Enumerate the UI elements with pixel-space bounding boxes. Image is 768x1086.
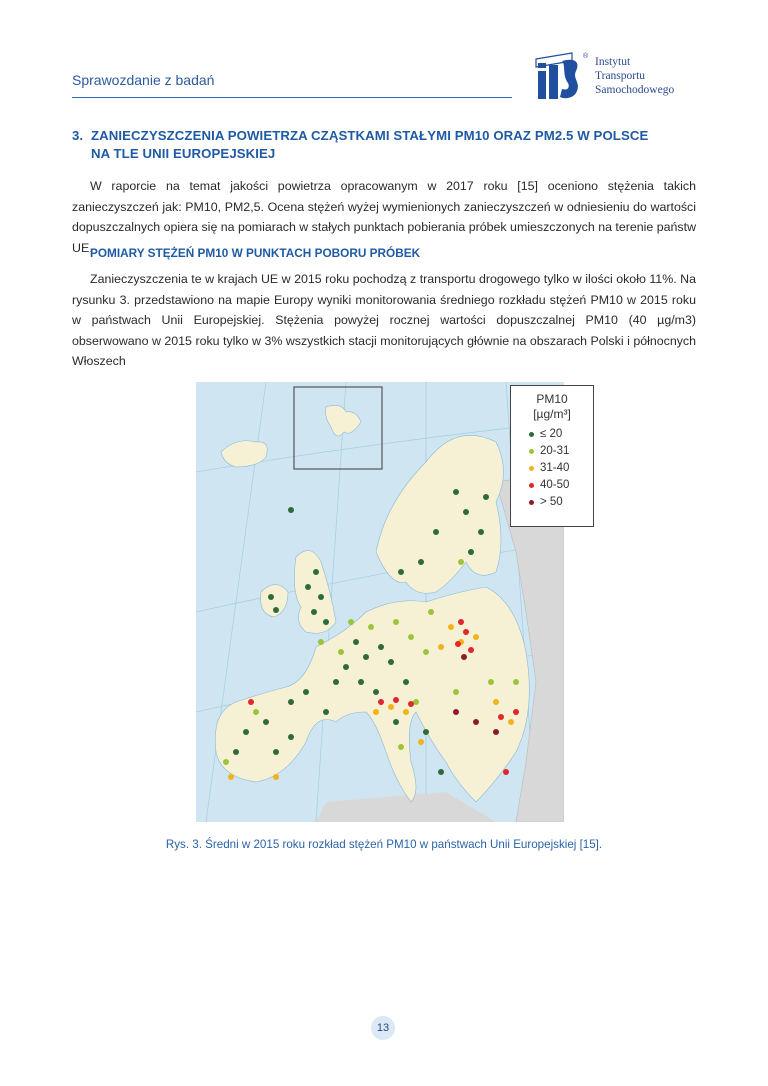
logo-line: Transportu: [595, 70, 646, 82]
europe-pm10-map: [196, 382, 564, 822]
section-title-line2: NA TLE UNII EUROPEJSKIEJ: [91, 146, 276, 161]
map-legend: [510, 385, 594, 527]
logo-text: [595, 55, 674, 97]
section-title-line1: ZANIECZYSZCZENIA POWIETRZA CZĄSTKAMI STAŁYMI PM10 ORAZ PM2.5 W POLSCE: [91, 128, 649, 143]
legend-label: 31-40: [540, 462, 570, 474]
dot-icon: [529, 500, 534, 505]
legend-item: [529, 443, 593, 460]
paragraph-pm10-text: Zanieczyszczenia te w krajach UE w 2015 roku pochodzą z transportu drogowego tylko w ilości około 11%. Na rysunku 3. przedstawiono na mapie Europy wyniki monitorowania średniego rozkładu stężeń PM10 w 2015 roku w państwach Unii Europejskiej. Stężenia powyżej rocznej wartości dopuszczalnej PM10 (40 µg/m3) obserwowano w 2015 roku tylko w 3% wszystkich stacji monitorujących głównie na obszarach Polski i północnych Włoszech: [72, 272, 696, 368]
its-logo-icon: [532, 49, 592, 101]
paragraph-intro-text: W raporcie na temat jakości powietrza opracowanym w 2017 roku [15] oceniono stężenia takich zanieczyszczeń jak: PM10, PM2,5. Ocena stężeń wyżej wymienionych zanieczyszczeń w odniesieniu do wartości dopuszczalnych opiera się na pomiarach w stałych punktach pobierania próbek umieszczonych na terenie państw UE.: [72, 179, 697, 255]
legend-label: 40-50: [540, 479, 570, 491]
header-title: Sprawozdanie z badań: [72, 72, 215, 88]
page-number: 13: [371, 1016, 395, 1040]
figure-caption: Rys. 3. Średni w 2015 roku rozkład stężeń PM10 w państwach Unii Europejskiej [15].: [165, 838, 603, 851]
dot-icon: [529, 449, 534, 454]
dot-icon: [529, 483, 534, 488]
section-number: 3.: [72, 128, 84, 143]
legend-item: [529, 460, 593, 477]
map-graphic: [196, 382, 564, 822]
legend-item: [529, 426, 593, 443]
dot-icon: [529, 432, 534, 437]
legend-title: PM10: [536, 392, 568, 406]
legend-unit: [µg/m³]: [533, 407, 571, 421]
section-heading: [72, 127, 712, 163]
legend-label: ≤ 20: [540, 428, 563, 440]
dot-icon: [529, 466, 534, 471]
header-rule: [72, 97, 512, 98]
legend-label: 20-31: [540, 445, 570, 457]
legend-list: [529, 426, 593, 511]
legend-label: > 50: [540, 496, 563, 508]
subheading: POMIARY STĘŻEŃ PM10 W PUNKTACH POBORU PRÓBEK: [90, 246, 421, 260]
paragraph-pm10: [72, 269, 696, 372]
legend-item: [529, 494, 593, 511]
logo-line: Instytut: [595, 56, 631, 68]
legend-item: [529, 477, 593, 494]
svg-text:®: ®: [583, 53, 589, 60]
logo-line: Samochodowego: [595, 84, 675, 96]
